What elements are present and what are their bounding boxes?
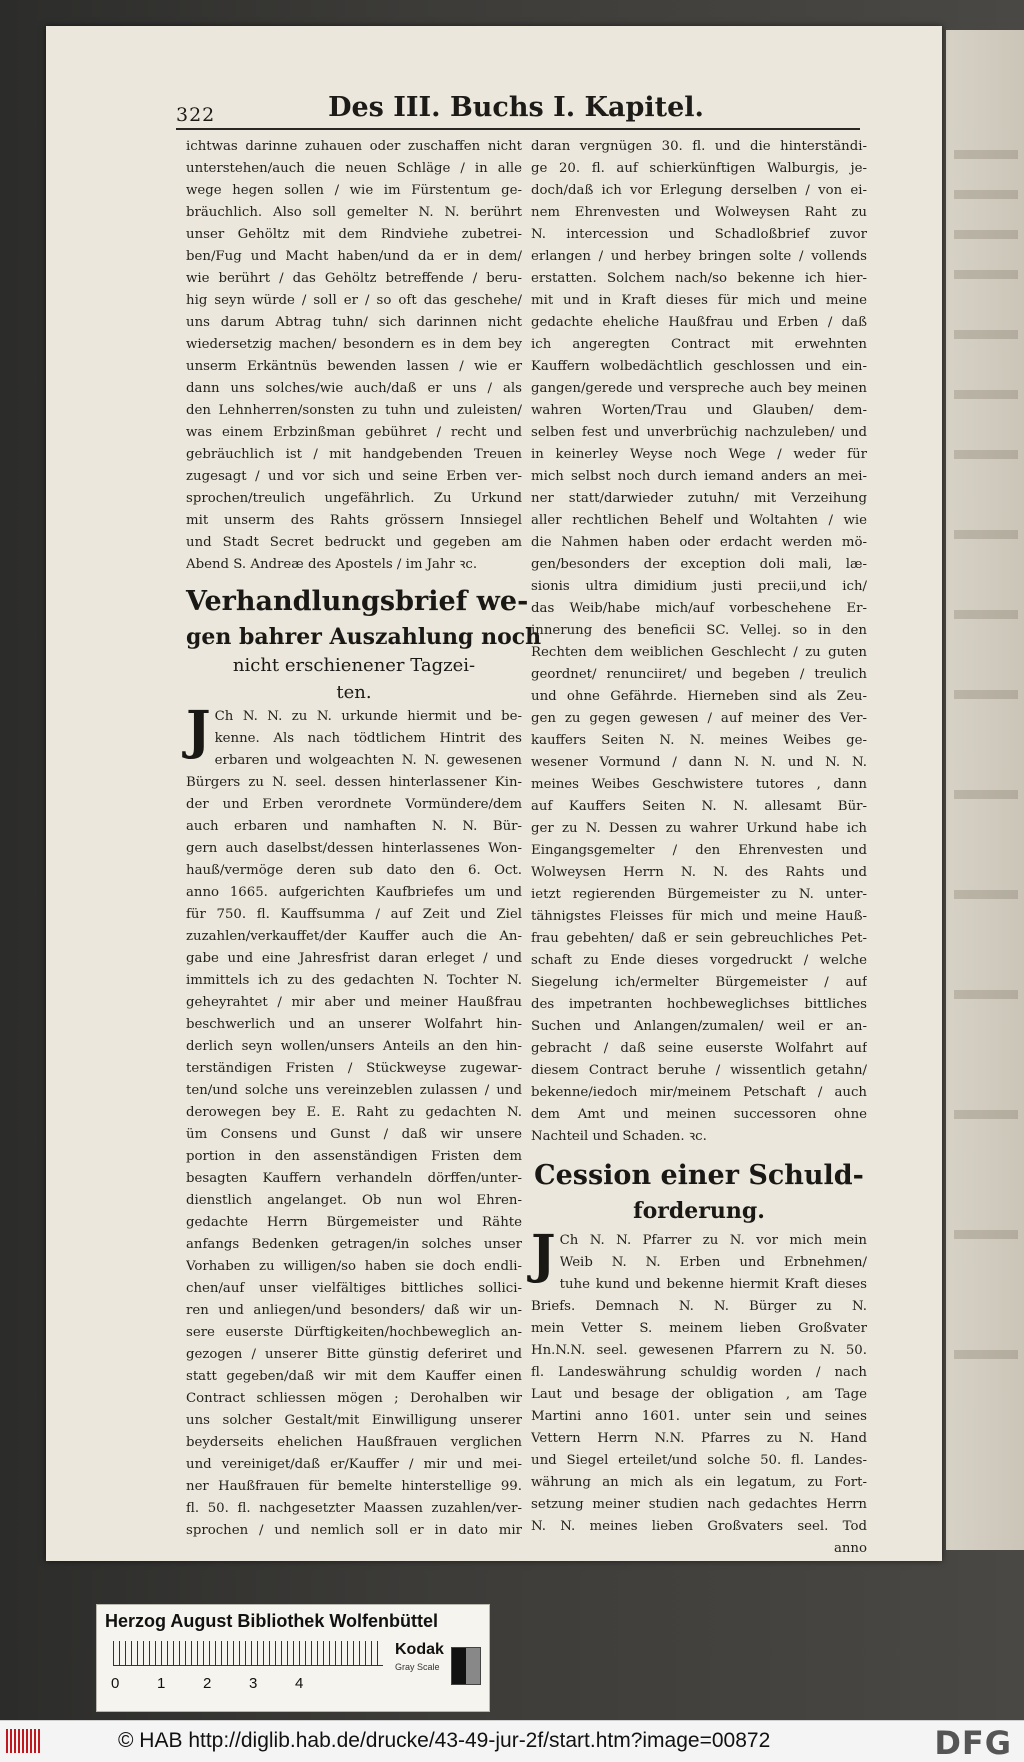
text-line: portion in den assenständigen Fristen dem: [186, 1149, 522, 1164]
text-line: in keinerley Weyse noch Wege / weder für: [531, 447, 867, 462]
text-line: ten/und solche uns vereinzeblen zulassen / und: [186, 1083, 522, 1098]
text-line: hig seyn würde / soll er / so oft das geschehe/: [186, 293, 522, 308]
text-line: statt gegeben/daß wir mit dem Kauffer einen: [186, 1369, 522, 1384]
text-line: derowegen bey E. E. Raht zu gedachten N.: [186, 1105, 522, 1120]
text-line: geheyrahtet / mir aber und meiner Haußfrau: [186, 995, 522, 1010]
library-name: Herzog August Bibliothek Wolfenbüttel: [105, 1611, 438, 1631]
text-line: daran vergnügen 30. fl. und die hinterständi-: [531, 139, 867, 154]
heading-line: nicht erschienener Tagzei-: [232, 655, 476, 676]
left-paragraph-2: [186, 700, 522, 1542]
heading-line: forderung.: [633, 1198, 765, 1224]
section-heading-cession: [531, 1156, 867, 1226]
text-line: ben/Fug und Macht haben/und da er in dem/: [186, 249, 522, 264]
text-line: auch erbaren und namhaften N. N. Bür-: [186, 819, 522, 834]
running-head: Des III. Buchs I. Kapitel.: [328, 92, 704, 123]
text-line: gangen/gerede und verspreche auch bey meinen: [531, 381, 867, 396]
text-line: beyderseits ehelichen Haußfrauen verglichen: [186, 1435, 522, 1450]
text-line: gedachte Herrn Bürgemeister und Rähte: [186, 1215, 522, 1230]
text-line: Laut und besage der obligation , am Tage: [531, 1387, 867, 1402]
text-line: Contract schliessen mögen ; Derohalben wir: [186, 1391, 522, 1406]
page-header: [176, 92, 856, 132]
text-line: bekenne/iedoch mir/meinem Petschaft / auch: [531, 1085, 867, 1100]
text-line: was einem Erbzinßman gebühret / recht und: [186, 425, 522, 440]
heading-line: Verhandlungsbrief we-: [186, 586, 529, 617]
ruler-label: 2: [203, 1675, 212, 1692]
text-line: dann uns solches/wie auch/daß er uns / als: [186, 381, 522, 396]
text-line: zuzahlen/verkauffet/der Kauffer auch die An-: [186, 929, 522, 944]
text-line: Bürgers zu N. seel. dessen hinterlassener Kin-: [186, 775, 522, 790]
text-line: mit und in Kraft dieses für mich und meine: [531, 293, 867, 308]
source-url[interactable]: © HAB http://diglib.hab.de/drucke/43-49-jur-2f/start.htm?image=00872: [118, 1729, 771, 1752]
text-line: innerung des beneficii SC. Vellej. so in den: [531, 623, 867, 638]
text-line: uns solcher Gestalt/mit Einwilligung unserer: [186, 1413, 522, 1428]
text-line: wege hegen sollen / wie im Fürstentum ge-: [186, 183, 522, 198]
text-line: Suchen und Anlangen/zumalen/ weil er an-: [531, 1019, 867, 1034]
text-line: gen/besonders der exception doli mali, læ-: [531, 557, 867, 572]
text-line: dienstlich angelanget. Ob nun wol Ehren-: [186, 1193, 522, 1208]
text-line: tähnigstes Fleisses für mich und meine Hauß-: [531, 909, 867, 924]
text-line: Ch N. N. Pfarrer zu N. vor mich mein: [559, 1233, 867, 1248]
dfg-logo: DFG: [934, 1724, 1012, 1762]
adjacent-page-edge: [946, 30, 1024, 1550]
scan-target-card: [96, 1604, 490, 1712]
text-line: ger zu N. Dessen zu wahrer Urkund habe ich: [531, 821, 867, 836]
catchword: anno: [833, 1541, 867, 1556]
text-line: besagten Kauffern verhandeln dörffen/unter-: [186, 1171, 522, 1186]
text-line: kauffers Seiten N. N. meines Weibes ge-: [531, 733, 867, 748]
text-line: derlich seyn wollen/unsers Anteils an den hin-: [186, 1039, 522, 1054]
text-line: fl. Landeswährung schuldig worden / nach: [531, 1365, 867, 1380]
text-line: nem Ehrenvesten und Wolweysen Raht zu: [531, 205, 867, 220]
right-paragraph-2: [531, 1224, 867, 1560]
text-line: gedachte eheliche Haußfrau und Erben / daß: [531, 315, 867, 330]
text-line: der und Erben verordnete Vormündere/dem: [186, 797, 522, 812]
text-line: wie berührt / das Gehöltz betreffende / beru-: [186, 271, 522, 286]
text-line: gezogen / unserer Bitte günstig deferiret und: [186, 1347, 522, 1362]
text-line: diesem Contract beruhe / wissentlich getahn/: [531, 1063, 867, 1078]
text-line: erbaren und wolgeachten N. N. gewesenen: [214, 753, 522, 768]
drop-initial: J: [186, 700, 211, 761]
heading-line: gen bahrer Auszahlung noch: [186, 624, 542, 650]
text-line: für 750. fl. Kauffsumma / auf Zeit und Ziel: [186, 907, 522, 922]
text-line: und Siegel erteilet/und solche 50. fl. Landes-: [531, 1453, 867, 1468]
text-line: und ohne Gefährde. Hierneben sind als Zeu-: [531, 689, 867, 704]
text-line: erlangen / und herbey bringen solte / vollends: [531, 249, 867, 264]
text-line: bräuchlich. Also soll gemelter N. N. berührt: [186, 205, 522, 220]
ruler-label: 3: [249, 1675, 258, 1692]
text-line: mich selbst noch durch iemand anders an mei-: [531, 469, 867, 484]
text-line: Vorhaben zu willigen/so haben sie doch endli-: [186, 1259, 522, 1274]
left-paragraph-1: [186, 136, 522, 576]
text-line: ich angeregten Contract mit erwehnten: [531, 337, 867, 352]
right-column: [531, 136, 867, 1560]
text-line: die Nahmen haben oder erdacht werden mö-: [531, 535, 867, 550]
text-line: fl. 50. fl. nachgesetzter Maassen zuzahlen/ver-: [186, 1501, 522, 1516]
text-line: gern auch daselbst/dessen hinterlassenes Won-: [186, 841, 522, 856]
text-line: erstatten. Solchem nach/so bekenne ich hier-: [531, 271, 867, 286]
hab-barcode-icon: [6, 1729, 40, 1753]
drop-initial: J: [531, 1224, 556, 1285]
viewer-footer: [0, 1720, 1024, 1762]
text-line: Eingangsgemelter / den Ehrenvesten und: [531, 843, 867, 858]
text-line: zugesagt / und vor sich und seine Erben ver-: [186, 469, 522, 484]
text-line: den Lehnherren/sonsten zu tuhn und zuleisten/: [186, 403, 522, 418]
text-line: ner statt/darwieder zutuhn/ mit Verzeihung: [531, 491, 867, 506]
text-line: auf Kauffers Seiten N. N. allesamt Bür-: [531, 799, 867, 814]
text-line: Ch N. N. zu N. urkunde hiermit und be-: [214, 709, 522, 724]
text-line: unserm Erkäntnüs bewenden lassen / wie er: [186, 359, 522, 374]
text-line: beschwerlich und an unserer Wolfahrt hin-: [186, 1017, 522, 1032]
text-line: tuhe kund und bekenne hiermit Kraft dieses: [559, 1277, 867, 1292]
text-line: Abend S. Andreæ des Apostels / im Jahr ꝛc.: [186, 557, 478, 572]
text-line: sprochen/treulich ungefährlich. Zu Urkund: [186, 491, 522, 506]
text-line: kenne. Als nach tödtlichem Hintrit des: [214, 731, 522, 746]
kodak-logo: Kodak: [395, 1641, 444, 1658]
text-line: mit unserm des Rahts grössern Innsiegel: [186, 513, 522, 528]
text-line: wiedersetzig machen/ besondern es in dem bey: [186, 337, 522, 352]
left-column: [186, 136, 542, 1542]
text-line: unterstehen/auch die neuen Schläge / in alle: [186, 161, 522, 176]
text-line: unser Gehöltz mit dem Rindviehe zubetrei-: [186, 227, 522, 242]
text-line: ietzt regierenden Bürgemeister zu N. unter-: [531, 887, 867, 902]
text-line: hauß/vermöge deren sub dato den 6. Oct.: [186, 863, 522, 878]
text-line: anfangs Bedenken getragen/in solches unser: [186, 1237, 522, 1252]
measurement-ruler: [113, 1641, 383, 1666]
text-line: das Weib/habe mich/auf vorbeschehene Er-: [531, 601, 867, 616]
text-line: Siegelung ich/ermelter Bürgemeister / auf: [531, 975, 867, 990]
text-line: gebräuchlich ist / mit handgebenden Treuen: [186, 447, 522, 462]
text-line: währung an mich als ein legatum, zu Fort-: [531, 1475, 867, 1490]
ruler-label: 0: [111, 1675, 120, 1692]
text-line: terständigen Fristen / Stückweyse zugewar-: [186, 1061, 522, 1076]
text-line: des impetranten hochbeweglichses bittliches: [531, 997, 867, 1012]
heading-line: Cession einer Schuld-: [534, 1160, 864, 1191]
text-line: Vettern Herrn N.N. Pfarres zu N. Hand: [531, 1431, 867, 1446]
text-line: selben fest und unverbrüchig nachzuleben/ und: [531, 425, 867, 440]
ruler-label: 4: [295, 1675, 304, 1692]
text-line: gen zu gegen gewesen / auf meiner des Ver-: [531, 711, 867, 726]
ruler-label: 1: [157, 1675, 166, 1692]
text-line: dem Amt und meinen successoren ohne: [531, 1107, 867, 1122]
page-number: 322: [176, 104, 216, 126]
text-line: Wolweysen Herrn N. N. des Rahts und: [531, 865, 867, 880]
text-line: und Stadt Secret bedruckt und gegeben am: [186, 535, 522, 550]
header-rule: [176, 128, 860, 130]
text-line: ren und anliegen/und besonders/ daß wir un-: [186, 1303, 522, 1318]
right-paragraph-1: [531, 136, 867, 1148]
text-line: ner Haußfrauen für bemelte hinterstellige 99.: [186, 1479, 522, 1494]
text-line: meines Weibes Geschwistere tutores , dann: [531, 777, 867, 792]
text-line: chen/auf unser vielfältiges bittliches sollici-: [186, 1281, 522, 1296]
text-line: N. intercession und Schadloßbrief zuvor: [531, 227, 867, 242]
text-line: und vereiniget/daß er/Kauffer / mir und mei-: [186, 1457, 522, 1472]
text-line: uns darum Abtrag tuhn/ sich darinnen nicht: [186, 315, 522, 330]
text-line: geordnet/ renunciiret/ und begeben / treulich: [531, 667, 867, 682]
text-line: Kauffern wolbedächtlich geschlossen und ein-: [531, 359, 867, 374]
text-line: üm Consens und Gunst / daß wir unsere: [186, 1127, 522, 1142]
text-line: doch/daß ich vor Erlegung derselben / von ei-: [531, 183, 867, 198]
text-line: anno 1665. aufgerichten Kaufbriefes um und: [186, 885, 522, 900]
text-line: sprochen / und nemlich soll er in dato mir: [186, 1523, 522, 1538]
text-line: Weib N. N. Erben und Erbnehmen/: [559, 1255, 867, 1270]
text-line: gabe und eine Jahresfrist daran erleget / und: [186, 951, 522, 966]
gray-scale-patch: [451, 1647, 481, 1685]
text-line: schaft zu Ende dieses vorgedruckt / welche: [531, 953, 867, 968]
heading-line: ten.: [336, 682, 372, 703]
text-line: ichtwas darinne zuhauen oder zuschaffen nicht: [186, 139, 522, 154]
text-line: setzung meiner studien nach gedachtes Herrn: [531, 1497, 867, 1512]
text-line: wesener Vormund / dann N. N. und N. N.: [531, 755, 867, 770]
text-line: aller rechtlichen Behelf und Woltahten / wie: [531, 513, 867, 528]
text-line: wahren Worten/Trau und Glauben/ dem-: [531, 403, 867, 418]
text-line: Hn.N.N. seel. gewesenen Pfarrern zu N. 50.: [531, 1343, 867, 1358]
text-line: ge 20. fl. auf schierkünftigen Walburgis, je-: [531, 161, 867, 176]
text-line: gebracht / daß seine euserste Wolfahrt auf: [531, 1041, 867, 1056]
text-line: Martini anno 1601. unter sein und seines: [531, 1409, 867, 1424]
section-heading-verhandlungsbrief: [186, 582, 542, 706]
text-line: Rechten dem weiblichen Geschlecht / zu guten: [531, 645, 867, 660]
text-line: sere euserste Dürftigkeiten/hochbeweglich an-: [186, 1325, 522, 1340]
text-line: mein Vetter S. meinem lieben Großvater: [531, 1321, 867, 1336]
text-line: Briefs. Demnach N. N. Bürger zu N.: [531, 1299, 867, 1314]
gray-scale-label: Gray Scale: [395, 1662, 440, 1672]
text-line: N. N. meines lieben Großvaters seel. Tod: [531, 1519, 867, 1534]
text-line: sionis ultra dimidium justi precii,und ich/: [531, 579, 867, 594]
text-line: frau gebehten/ daß er sein gebreuchliches Pet-: [531, 931, 867, 946]
text-line: Nachteil und Schaden. ꝛc.: [531, 1129, 707, 1144]
text-line: immittels ich zu des gedachten N. Tochter N.: [186, 973, 522, 988]
